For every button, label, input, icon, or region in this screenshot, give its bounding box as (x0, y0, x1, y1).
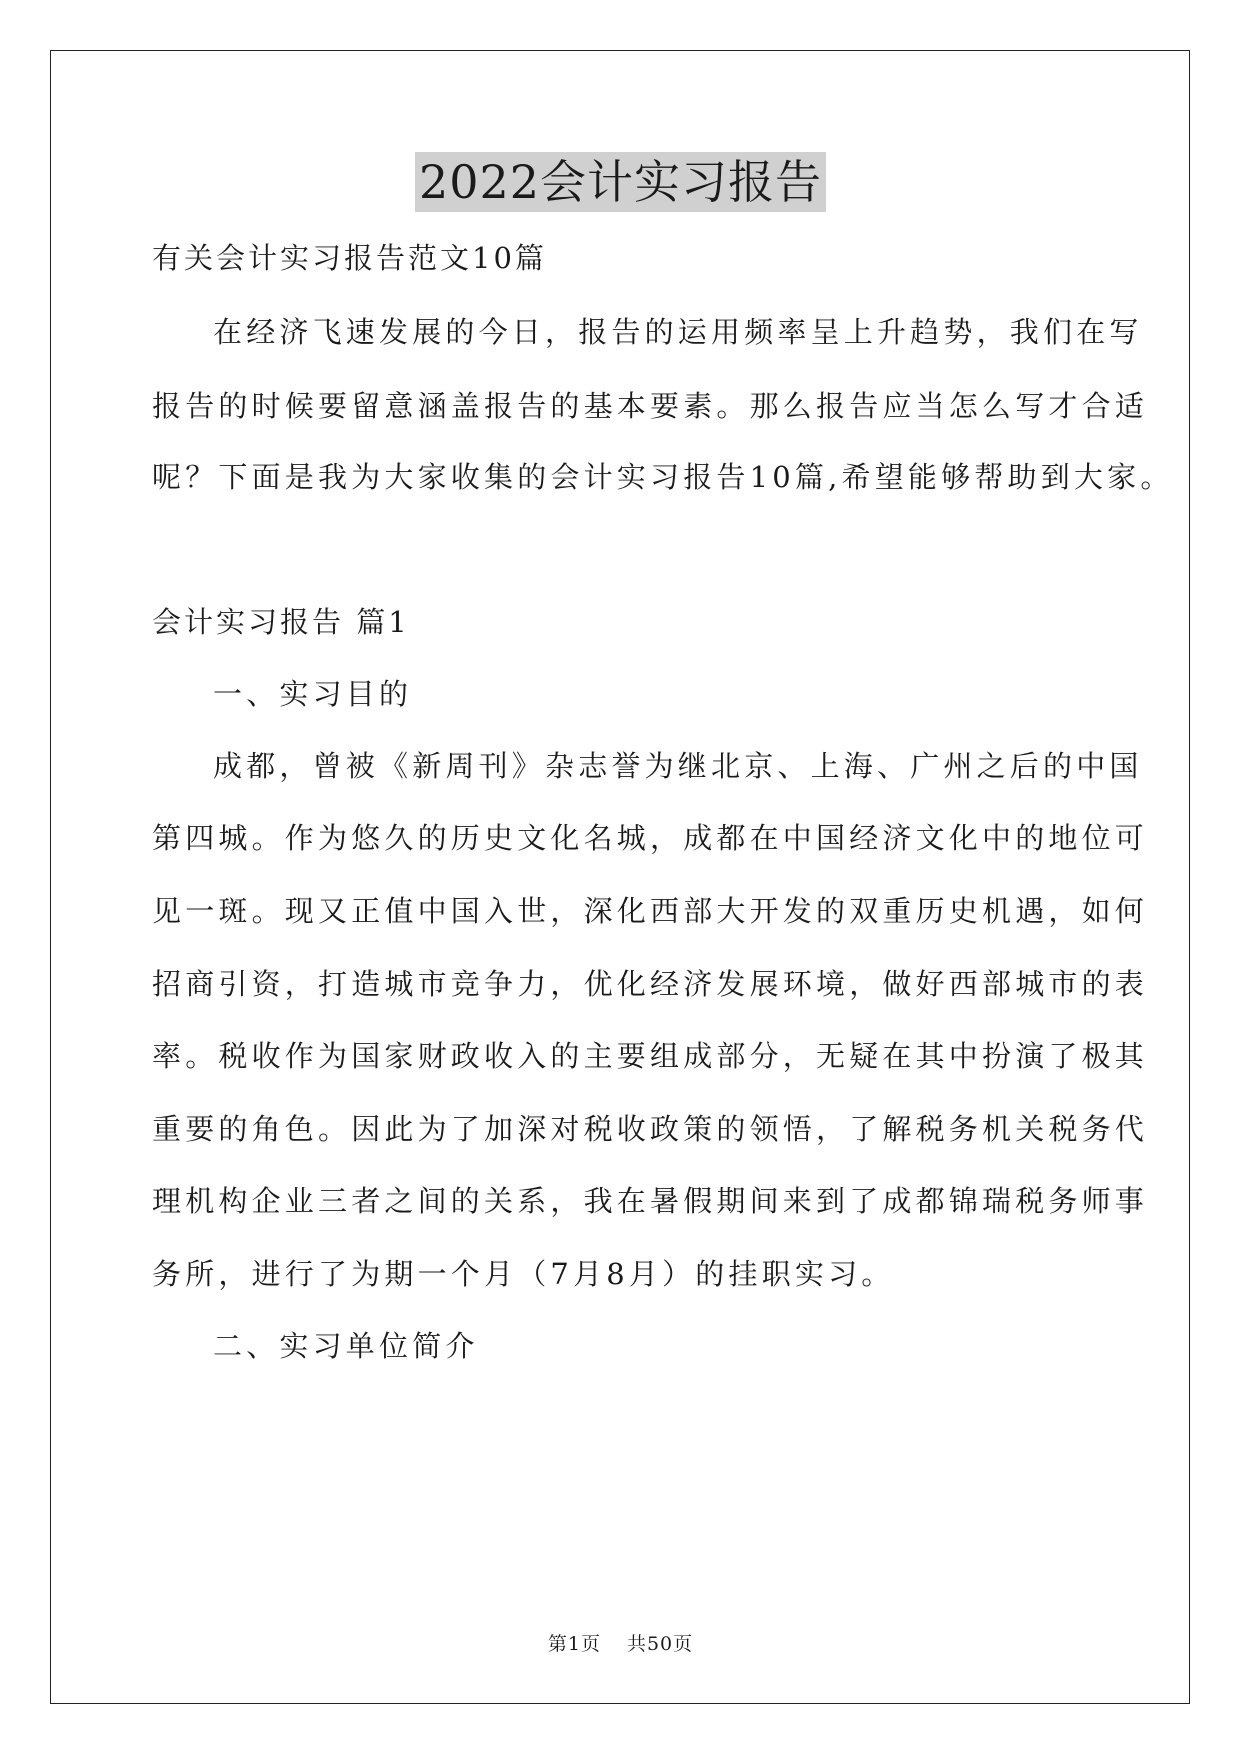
paragraph-line: 招商引资，打造城市竞争力，优化经济发展环境，做好西部城市的表 (152, 967, 1149, 1001)
intro-line: 呢？下面是我为大家收集的会计实习报告10篇,希望能够帮助到大家。 (152, 460, 1174, 494)
page-border (50, 50, 1190, 1704)
paragraph-line: 见一斑。现又正值中国入世，深化西部大开发的双重历史机遇，如何 (152, 894, 1149, 928)
paragraph-line: 务所，进行了为期一个月（7月8月）的挂职实习。 (152, 1257, 895, 1291)
page-number: 第1页 (547, 1633, 601, 1655)
part1-heading: 一、实习目的 (213, 677, 413, 711)
title-container (0, 152, 1241, 212)
intro-line: 在经济飞速发展的今日，报告的运用频率呈上升趋势，我们在写 (213, 315, 1143, 349)
paragraph-line: 重要的角色。因此为了加深对税收政策的领悟，了解税务机关税务代 (152, 1112, 1149, 1146)
paragraph-line: 理机构企业三者之间的关系，我在暑假期间来到了成都锦瑞税务师事 (152, 1184, 1149, 1218)
document-subtitle: 有关会计实习报告范文10篇 (152, 241, 547, 275)
paragraph-line: 成都，曾被《新周刊》杂志誉为继北京、上海、广州之后的中国 (213, 749, 1143, 783)
paragraph-line: 率。税收作为国家财政收入的主要组成部分，无疑在其中扮演了极其 (152, 1039, 1149, 1073)
page-total: 共50页 (626, 1633, 694, 1655)
part2-heading: 二、实习单位简介 (213, 1329, 479, 1363)
paragraph-line: 第四城。作为悠久的历史文化名城，成都在中国经济文化中的地位可 (152, 821, 1149, 855)
section-heading: 会计实习报告 篇1 (152, 605, 410, 639)
document-title: 2022会计实习报告 (415, 152, 826, 212)
page-footer (0, 1632, 1241, 1656)
intro-line: 报告的时候要留意涵盖报告的基本要素。那么报告应当怎么写才合适 (152, 389, 1149, 423)
